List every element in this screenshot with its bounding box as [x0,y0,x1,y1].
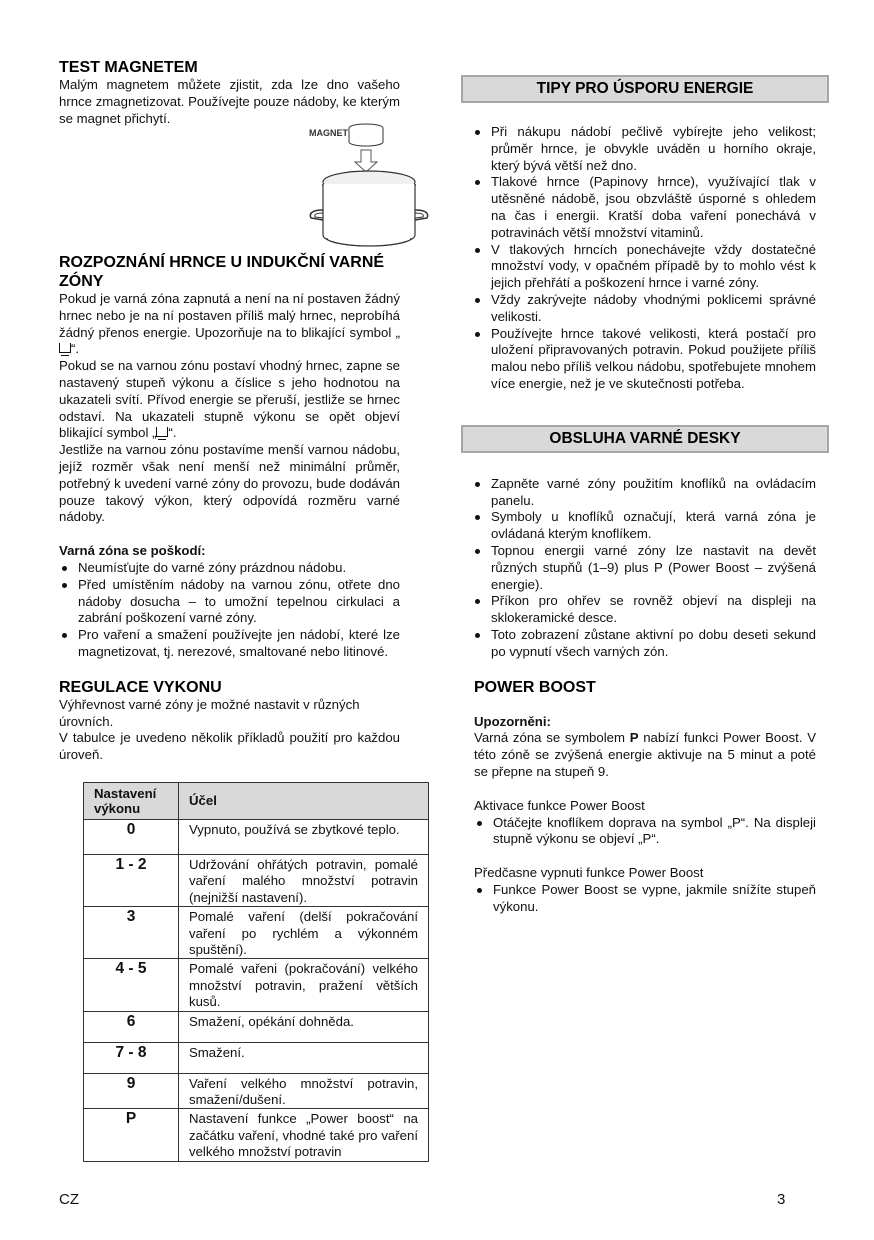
purpose-cell: Smažení, opékání dohněda. [179,1011,429,1042]
activation-list [474,815,816,849]
deactivation-title: Předčasne vypnuti funkce Power Boost [474,865,704,881]
table-row [84,1042,429,1073]
list-item: Funkce Power Boost se vypne, jakmile snížíte stupeň výkonu. [474,882,816,916]
table-row [84,959,429,1011]
list-item: Neumísťujte do varné zóny prázdnou nádobu. [59,560,400,577]
list-item: V tlakových hrncích ponechávejte vždy dostatečné množství vody, v opačném případě by to mohlo vést k jejich přehřátí a poškození hrnce i varné zóny. [472,242,816,292]
paragraph: V tabulce je uvedeno několik příkladů použití pro každou úroveň. [59,730,400,763]
blinking-pot-symbol-icon [156,427,168,437]
table-row [84,1073,429,1109]
blinking-pot-symbol-icon [59,343,71,353]
footer-language: CZ [59,1191,79,1208]
section-title: POWER BOOST [474,678,596,696]
level-cell: P [84,1109,179,1161]
list-item: Topnou energii varné zóny lze nastavit na devět různých stupňů (1–9) plus P (Power Boost – zvýšená energie). [472,543,816,593]
table-row [84,1011,429,1042]
list-item: Pro vaření a smažení používejte jen nádobí, které lze magnetizovat, tj. nerezové, smaltované nebo litinové. [59,627,400,661]
paragraph: Pokud se na varnou zónu postaví vhodný hrnec, zapne se nastavený stupeň výkonu a číslice s jeho hodnotou na ukazateli svítí. Přívod energie se přeruší, jestliže se hrnec odstaví. Na ukazateli stupně výkonu se opět objeví blikající symbol „ “. [59,358,400,441]
table-row [84,1109,429,1161]
level-cell: 4 - 5 [84,959,179,1011]
right-column [461,75,829,915]
header-purpose: Účel [179,782,429,819]
list-item: Otáčejte knoflíkem doprava na symbol „P“. Na displeji stupně výkonu se objeví „P“. [474,815,816,849]
list-item: Tlakové hrnce (Papinovy hrnce), využívající tlak v utěsněné nádobě, jsou obzvláště úsporné s ohledem na čas i energii. Kratší doba vaření ponechává v potravinách větší množství vitaminů. [472,174,816,241]
level-cell: 7 - 8 [84,1042,179,1073]
list-item: Vždy zakrývejte nádoby vhodnými poklicemi správné velikosti. [472,292,816,326]
section-obsluha [461,425,829,661]
purpose-cell: Vaření velkého množství potravin, smažení/dušení. [179,1073,429,1109]
purpose-cell: Pomalé vařeni (pokračování) velkého množství potravin, pražení větších kusů. [179,959,429,1011]
section-regulace [59,678,418,1162]
power-level-table [83,782,429,1162]
section-title: ROZPOZNÁNÍ HRNCE U INDUKČNÍ VARNÉ ZÓNY [59,254,385,290]
list-item: Před umístěním nádoby na varnou zónu, otřete dno nádoby dosucha – to umožní tepelnou cirkulaci a zabrání poškození varné zóny. [59,577,400,627]
section-title-box: OBSLUHA VARNÉ DESKY [461,425,829,453]
left-column [59,58,418,1162]
list-item: Zapněte varné zóny použitím knoflíků na ovládacím panelu. [472,476,816,510]
list-item: Používejte hrnce takové velikosti, která postačí pro uložení připravovaných potravin. Pokud použijete příliš malou nebo příliš velkou nádobu, spotřebujete mnohem více energie, než je ve skutečnosti potřeba. [472,326,816,393]
energy-tips-list [472,124,816,393]
table-header-row [84,782,429,819]
level-cell: 0 [84,819,179,854]
table-row [84,854,429,906]
damage-title: Varná zóna se poškodí: [59,543,206,559]
table-row [84,819,429,854]
level-cell: 1 - 2 [84,854,179,906]
list-item: Toto zobrazení zůstane aktivní po dobu deseti sekund po vypnutí všech varných zón. [472,627,816,661]
section-power-boost [474,678,816,916]
warning-text: Varná zóna se symbolem P nabízí funkci Power Boost. V této zóně se zvýšená energie aktivuje na 5 minut a poté se přepne na stupeň 9. [474,730,816,779]
hob-operation-list [472,476,816,661]
deactivation-list [474,882,816,916]
section-test-magnetem [59,58,400,253]
table-row [84,907,429,959]
list-item: Příkon pro ohřev se rovněž objeví na displeji na sklokeramické desce. [472,593,816,627]
magnet-label: MAGNET [309,128,348,138]
section-tipy [461,75,829,393]
section-title-box: TIPY PRO ÚSPORU ENERGIE [461,75,829,103]
level-cell: 9 [84,1073,179,1109]
purpose-cell: Pomalé vaření (delší pokračování vaření po rychlém a výkonném spuštění). [179,907,429,959]
list-item: Při nákupu nádobí pečlivě vybírejte jeho velikost; průměr hrnce, je obvykle uváděn u horního okraje, který bývá větší než dno. [472,124,816,174]
p-symbol: P [629,730,639,746]
paragraph: Výhřevnost varné zóny je možné nastavit v různých úrovních. [59,696,360,729]
magnet-pot-illustration [309,120,439,250]
section-title: REGULACE VYKONU [59,678,222,696]
warning-title: Upozorněni: [474,713,551,729]
purpose-cell: Vypnuto, používá se zbytkové teplo. [179,819,429,854]
purpose-cell: Nastavení funkce „Power boost“ na začátku vaření, vhodné také pro vaření velkého množství potravin [179,1109,429,1161]
header-level: Nastavení výkonu [84,782,179,819]
level-cell: 6 [84,1011,179,1042]
level-cell: 3 [84,907,179,959]
list-item: Symboly u knoflíků označují, která varná zóna je ovládaná kterým knoflíkem. [472,509,816,543]
section-text: Malým magnetem můžete zjistit, zda lze dno vašeho hrnce zmagnetizovat. Používejte pouze nádoby, ke kterým se magnet přichytí. [59,77,400,126]
activation-title: Aktivace funkce Power Boost [474,797,645,813]
paragraph: Jestliže na varnou zónu postavíme menší varnou nádobu, jejíž rozměr však není menší než minimální průměr, potřebný k uvedení varné zóny do provozu, bude dodáván pouze takový výkon, který odpovídá rozměru varné nádoby. [59,442,400,525]
paragraph: Pokud je varná zóna zapnutá a není na ní postaven žádný hrnec nebo je na ní postaven příliš malý hrnec, neprobíhá žádný přenos energie. Upozorňuje na to blikající symbol „“. [59,291,400,357]
damage-list [59,560,400,661]
section-title: TEST MAGNETEM [59,59,198,76]
purpose-cell: Smažení. [179,1042,429,1073]
footer-page-number: 3 [777,1191,786,1208]
section-rozpoznani [59,253,400,661]
purpose-cell: Udržování ohřátých potravin, pomalé vaření malého množství potravin (nejnižší nastavení). [179,854,429,906]
